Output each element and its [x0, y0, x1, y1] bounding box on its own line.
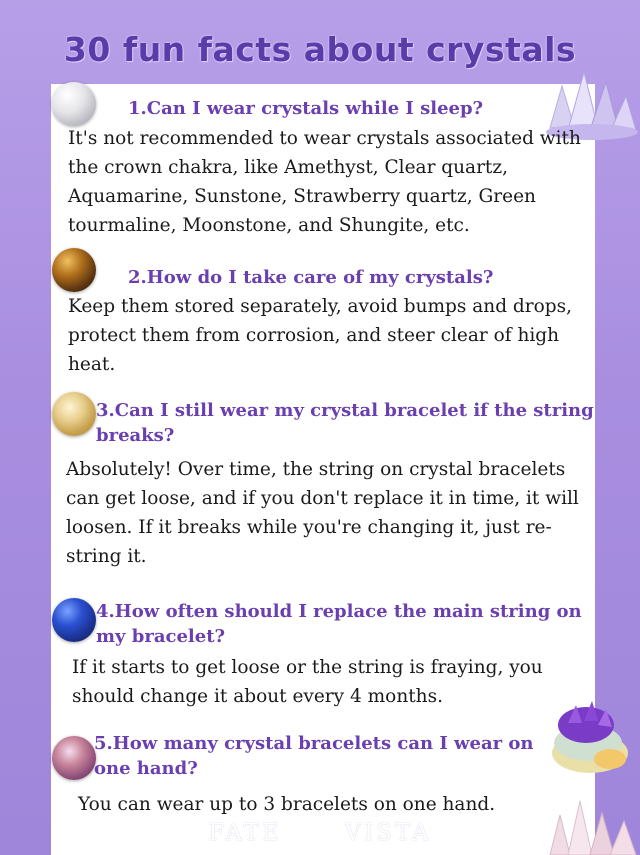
- tigers-eye-bead-icon: [52, 248, 96, 292]
- page-title: 30 fun facts about crystals: [63, 30, 577, 69]
- brand-logo: [0, 818, 640, 848]
- answer-3: [66, 455, 579, 571]
- answer-4: [72, 653, 543, 711]
- answer-3-line: string it.: [66, 546, 147, 567]
- question-3: [96, 398, 594, 448]
- lapis-lazuli-bead-icon: [52, 598, 96, 642]
- answer-2-line: Keep them stored separately, avoid bumps and drops,: [68, 296, 572, 317]
- answer-3-line: can get loose, and if you don't replace it in time, it will: [66, 488, 579, 509]
- answer-1-line: the crown chakra, like Amethyst, Clear quartz,: [68, 157, 508, 178]
- brand-left: FATE: [208, 820, 282, 846]
- question-5-line: one hand?: [94, 758, 198, 779]
- question-5: [94, 731, 533, 781]
- question-4-line: 4.How often should I replace the main string on: [96, 601, 582, 622]
- question-2: 2.How do I take care of my crystals?: [128, 267, 494, 288]
- question-4: [96, 599, 582, 649]
- question-3-line: 3.Can I still wear my crystal bracelet if the string: [96, 400, 594, 421]
- answer-2-line: protect them from corrosion, and steer clear of high: [68, 325, 560, 346]
- answer-1-line: It's not recommended to wear crystals associated with: [68, 128, 581, 149]
- answer-5-line: You can wear up to 3 bracelets on one hand.: [78, 794, 496, 815]
- crystal-cluster-middle-icon: [548, 695, 632, 779]
- question-1: 1.Can I wear crystals while I sleep?: [128, 98, 484, 119]
- rutilated-quartz-bead-icon: [52, 392, 96, 436]
- amethyst-bead-icon: [52, 736, 96, 780]
- answer-3-line: loosen. If it breaks while you're changing it, just re-: [66, 517, 552, 538]
- answer-1-line: tourmaline, Moonstone, and Shungite, etc.: [68, 215, 470, 236]
- answer-3-line: Absolutely! Over time, the string on crystal bracelets: [66, 459, 566, 480]
- answer-5: [78, 790, 495, 819]
- question-3-line: breaks?: [96, 425, 175, 446]
- answer-1-line: Aquamarine, Sunstone, Strawberry quartz, Green: [68, 186, 536, 207]
- answer-2-line: heat.: [68, 354, 116, 375]
- lotus-logo-icon: [298, 818, 328, 848]
- answer-2: [68, 292, 572, 379]
- answer-4-line: If it starts to get loose or the string is fraying, you: [72, 657, 543, 678]
- question-5-line: 5.How many crystal bracelets can I wear on: [94, 733, 534, 754]
- answer-1: [68, 124, 581, 240]
- answer-4-line: should change it about every 4 months.: [72, 686, 443, 707]
- clear-quartz-bead-icon: [52, 82, 96, 126]
- brand-right: VISTA: [344, 820, 432, 846]
- question-4-line: my bracelet?: [96, 626, 226, 647]
